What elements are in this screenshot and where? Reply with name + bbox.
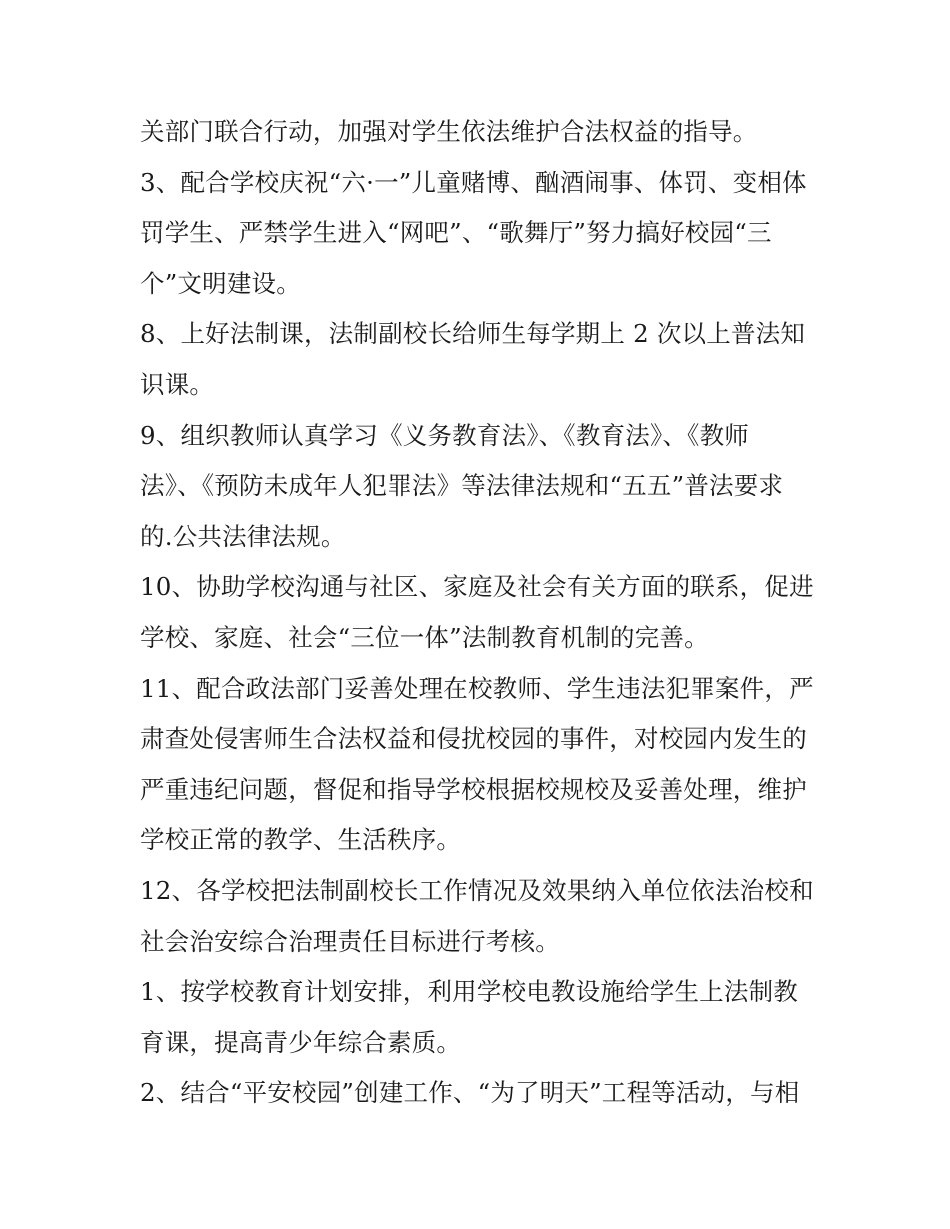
text-line: 8、上好法制课，法制副校长给师生每学期上 2 次以上普法知 [140, 319, 806, 349]
text-line: 学校、家庭、社会“三位一体”法制教育机制的完善。 [140, 622, 709, 652]
text-line: 1、按学校教育计划安排，利用学校电教设施给学生上法制教 [140, 977, 798, 1007]
text-line: 3、配合学校庆祝“六·一”儿童赌博、酗酒闹事、体罚、变相体 [140, 167, 807, 197]
text-line: 11、配合政法部门妥善处理在校教师、学生违法犯罪案件，严 [140, 673, 814, 703]
text-line: 的.公共法律法规。 [140, 521, 346, 551]
text-line: 严重违纪问题，督促和指导学校根据校规校及妥善处理，维护 [140, 774, 807, 804]
text-line: 12、各学校把法制副校长工作情况及效果纳入单位依法治校和 [140, 875, 814, 905]
text-line: 社会治安综合治理责任目标进行考核。 [140, 926, 560, 956]
document-body [140, 107, 820, 1119]
text-line: 法》、《预防未成年人犯罪法》等法律法规和“五五”普法要求 [140, 471, 784, 501]
text-line: 识课。 [140, 369, 215, 399]
text-line: 2、结合“平安校园”创建工作、“为了明天”工程等活动，与相 [140, 1078, 800, 1108]
text-line: 学校正常的教学、生活秩序。 [140, 825, 462, 855]
text-line: 罚学生、严禁学生进入“网吧”、“歌舞厅”努力搞好校园“三 [140, 218, 772, 248]
text-line: 关部门联合行动，加强对学生依法维护合法权益的指导。 [140, 117, 758, 146]
text-line: 10、协助学校沟通与社区、家庭及社会有关方面的联系，促进 [140, 572, 814, 602]
text-line: 9、组织教师认真学习《义务教育法》、《教育法》、《教师 [140, 420, 749, 450]
text-line: 育课，提高青少年综合素质。 [140, 1027, 462, 1057]
text-line: 个”文明建设。 [140, 268, 301, 298]
text-line: 肃查处侵害师生合法权益和侵扰校园的事件，对校园内发生的 [140, 724, 807, 754]
